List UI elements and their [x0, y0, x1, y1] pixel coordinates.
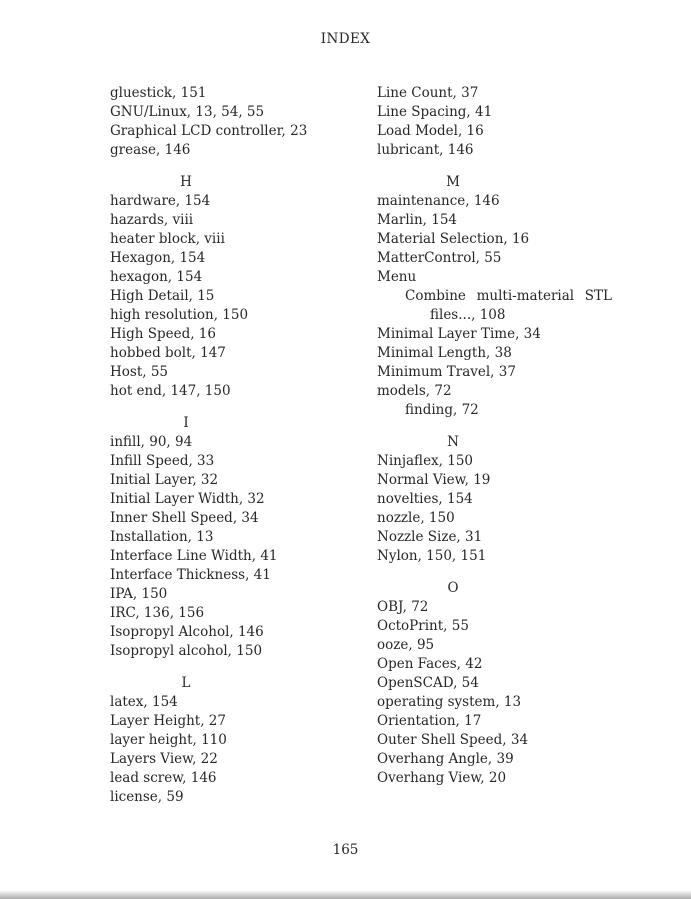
- index-entry: heater block, viii: [110, 231, 225, 247]
- index-entry: Interface Thickness, 41: [110, 567, 271, 583]
- index-entry: models, 72: [377, 383, 452, 399]
- index-entry: Initial Layer Width, 32: [110, 491, 265, 507]
- index-entry: Marlin, 154: [377, 212, 458, 228]
- index-entry: Host, 55: [110, 364, 169, 380]
- index-entry: Isopropyl alcohol, 150: [110, 643, 263, 659]
- index-entry: Minimal Layer Time, 34: [377, 326, 541, 342]
- index-entry: Minimal Length, 38: [377, 345, 512, 361]
- index-entry: High Speed, 16: [110, 326, 216, 342]
- index-entry: OBJ, 72: [377, 599, 429, 615]
- index-entry: Open Faces, 42: [377, 656, 483, 672]
- index-entry: lead screw, 146: [110, 770, 217, 786]
- index-entry: OpenSCAD, 54: [377, 675, 479, 691]
- index-entry: MatterControl, 55: [377, 250, 502, 266]
- index-entry: hot end, 147, 150: [110, 383, 231, 399]
- index-entry: OctoPrint, 55: [377, 618, 469, 634]
- index-entry: infill, 90, 94: [110, 434, 193, 450]
- index-entry: nozzle, 150: [377, 510, 455, 526]
- index-entry: Isopropyl Alcohol, 146: [110, 624, 264, 640]
- index-entry: Load Model, 16: [377, 123, 484, 139]
- index-entry: Layers View, 22: [110, 751, 218, 767]
- index-entry: hazards, viii: [110, 212, 194, 228]
- page-bottom-shadow: [0, 890, 691, 899]
- index-entry: Overhang Angle, 39: [377, 751, 514, 767]
- index-entry: Hexagon, 154: [110, 250, 206, 266]
- index-entry: Inner Shell Speed, 34: [110, 510, 259, 526]
- page-number: 165: [332, 842, 359, 858]
- index-entry: maintenance, 146: [377, 193, 500, 209]
- index-entry: IRC, 136, 156: [110, 605, 205, 621]
- section-heading-n: N: [447, 434, 459, 450]
- index-entry: Line Count, 37: [377, 85, 479, 101]
- index-entry: GNU/Linux, 13, 54, 55: [110, 104, 265, 120]
- index-entry: lubricant, 146: [377, 142, 474, 158]
- index-entry: Orientation, 17: [377, 713, 482, 729]
- index-entry: hardware, 154: [110, 193, 211, 209]
- index-columns: [110, 84, 612, 807]
- index-entry: latex, 154: [110, 694, 178, 710]
- section-heading-i: I: [183, 415, 189, 431]
- index-entry: Nylon, 150, 151: [377, 548, 487, 564]
- index-column-left: [110, 84, 362, 807]
- index-entry: Menu: [377, 269, 417, 285]
- index-column-right: [377, 84, 612, 807]
- index-entry: grease, 146: [110, 142, 191, 158]
- index-entry: Layer Height, 27: [110, 713, 226, 729]
- index-entry: High Detail, 15: [110, 288, 215, 304]
- index-entry: ooze, 95: [377, 637, 435, 653]
- index-subentry: finding, 72: [405, 402, 479, 418]
- index-entry: Material Selection, 16: [377, 231, 530, 247]
- section-heading-l: L: [181, 675, 191, 691]
- index-subentry: files..., 108: [430, 307, 506, 323]
- page-title: INDEX: [320, 31, 371, 47]
- index-entry: IPA, 150: [110, 586, 168, 602]
- index-entry: Ninjaflex, 150: [377, 453, 474, 469]
- index-entry: Minimum Travel, 37: [377, 364, 516, 380]
- index-entry: Initial Layer, 32: [110, 472, 219, 488]
- index-entry: novelties, 154: [377, 491, 473, 507]
- index-entry: hexagon, 154: [110, 269, 203, 285]
- index-entry: Overhang View, 20: [377, 770, 507, 786]
- index-entry: Nozzle Size, 31: [377, 529, 483, 545]
- index-subentry: Combine multi-material STL: [405, 288, 612, 304]
- index-entry: hobbed bolt, 147: [110, 345, 226, 361]
- index-entry: Graphical LCD controller, 23: [110, 123, 308, 139]
- index-entry: gluestick, 151: [110, 85, 207, 101]
- index-entry: license, 59: [110, 789, 184, 805]
- index-entry: Line Spacing, 41: [377, 104, 493, 120]
- index-entry: Infill Speed, 33: [110, 453, 215, 469]
- index-entry: Outer Shell Speed, 34: [377, 732, 529, 748]
- section-heading-o: O: [447, 580, 459, 596]
- index-entry: Normal View, 19: [377, 472, 491, 488]
- index-entry: Interface Line Width, 41: [110, 548, 278, 564]
- index-entry: high resolution, 150: [110, 307, 249, 323]
- index-entry: Installation, 13: [110, 529, 214, 545]
- index-entry: operating system, 13: [377, 694, 522, 710]
- index-entry: layer height, 110: [110, 732, 227, 748]
- section-heading-h: H: [180, 174, 192, 190]
- section-heading-m: M: [446, 174, 460, 190]
